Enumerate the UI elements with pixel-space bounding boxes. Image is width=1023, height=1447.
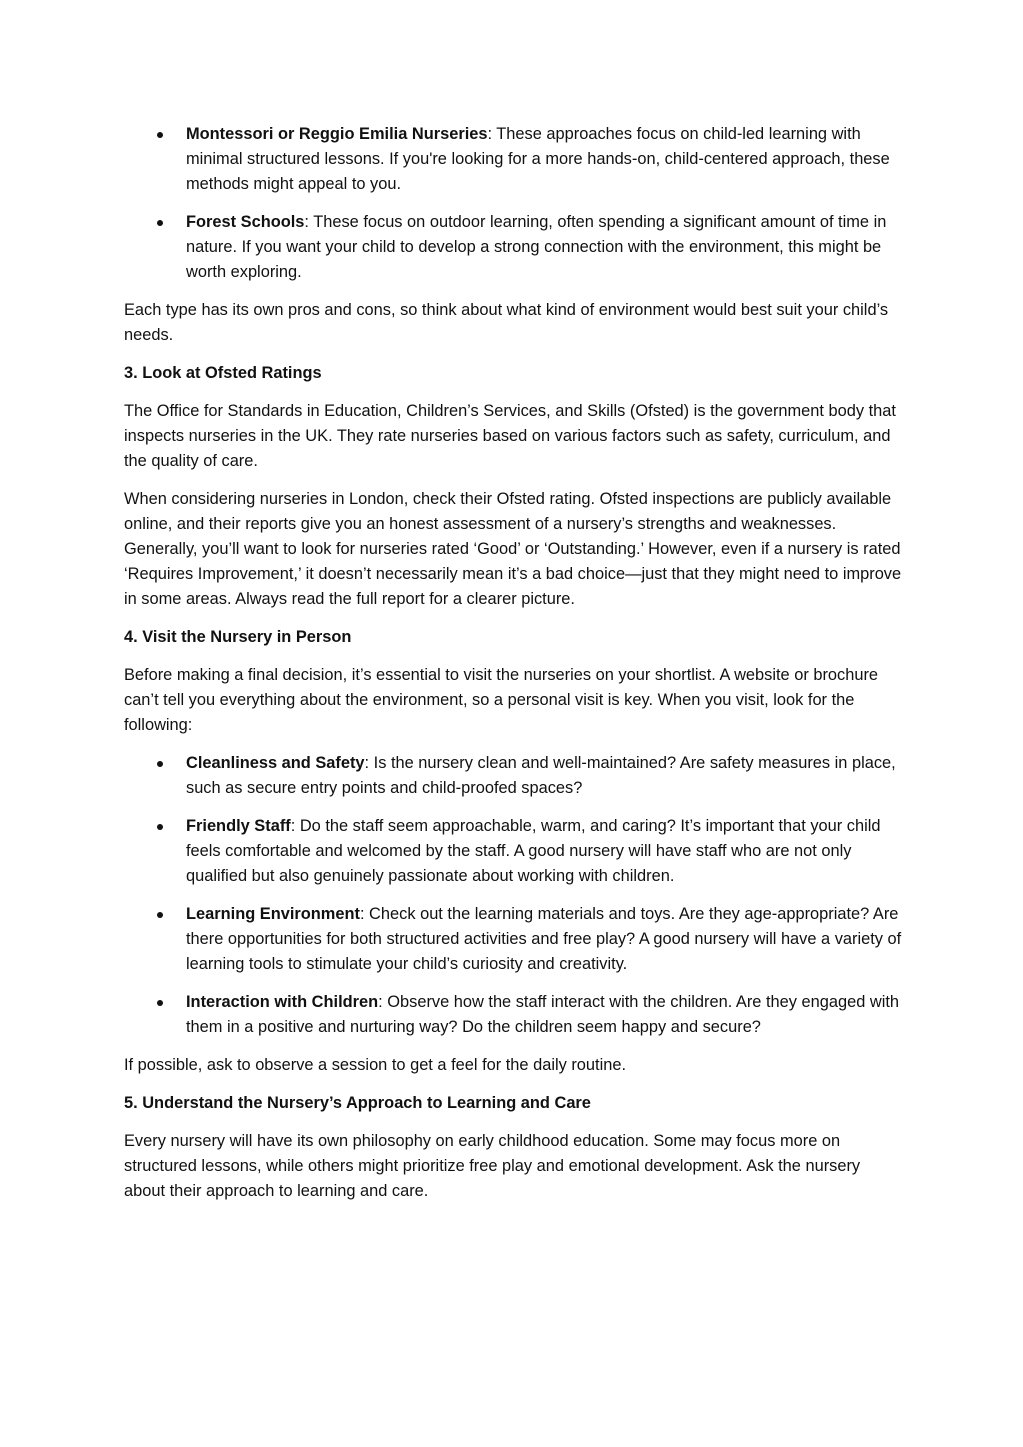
- list-item: [124, 751, 904, 801]
- section-5-heading: 5. Understand the Nursery’s Approach to Learning and Care: [124, 1094, 591, 1112]
- list-item: [124, 902, 904, 977]
- visit-checklist: [124, 751, 904, 1040]
- list-item: [124, 990, 904, 1040]
- list-item-term: Cleanliness and Safety: [186, 754, 365, 772]
- bullet-icon: [157, 912, 163, 918]
- bullet-icon: [157, 1000, 163, 1006]
- list-item-term: Montessori or Reggio Emilia Nurseries: [186, 125, 488, 143]
- list-item: [124, 122, 904, 197]
- list-item: [124, 814, 904, 889]
- section-4-heading: 4. Visit the Nursery in Person: [124, 628, 352, 646]
- list-item-text: : Observe how the staff interact with the children. Are they engaged with them in a positive and nurturing way? Do the children seem happy and secure?: [186, 993, 900, 1036]
- list-item-term: Learning Environment: [186, 905, 360, 923]
- section-5-paragraph-1: Every nursery will have its own philosophy on early childhood education. Some may focus more on structured lessons, while others might prioritize free play and emotional development. Ask the nursery about their approach to learning and care.: [124, 1132, 861, 1200]
- section-3-paragraph-1: The Office for Standards in Education, Children’s Services, and Skills (Ofsted) is the government body that inspects nurseries in the UK. They rate nurseries based on various factors such as safety, curriculum, and the quality of care.: [124, 402, 896, 470]
- list-item: [124, 210, 904, 285]
- section-3-paragraph-2: When considering nurseries in London, check their Ofsted rating. Ofsted inspections are publicly available online, and their reports give you an honest assessment of a nursery’s strengths and weaknesses. Generally, you’ll want to look for nurseries rated ‘Good’ or ‘Outstanding.’ However, even if a nursery is rated ‘Requires Improvement,’ it doesn’t necessarily mean it’s a bad choice—just that they might need to improve in some areas. Always read the full report for a clearer picture.: [124, 490, 902, 608]
- bullet-icon: [157, 220, 163, 226]
- section-3-heading: 3. Look at Ofsted Ratings: [124, 364, 322, 382]
- bullet-icon: [157, 824, 163, 830]
- list-item-text: : Is the nursery clean and well-maintained? Are safety measures in place, such as secure entry points and child-proofed spaces?: [186, 754, 896, 797]
- list-item-text: : Check out the learning materials and toys. Are they age-appropriate? Are there opportunities for both structured activities and free play? A good nursery will have a variety of learning tools to stimulate your child’s curiosity and creativity.: [186, 905, 902, 973]
- section-4-outro: If possible, ask to observe a session to get a feel for the daily routine.: [124, 1056, 627, 1074]
- document-page: [124, 122, 904, 1217]
- paragraph-types: Each type has its own pros and cons, so think about what kind of environment would best suit your child’s needs.: [124, 301, 889, 344]
- list-item-term: Forest Schools: [186, 213, 305, 231]
- bullet-icon: [157, 761, 163, 767]
- list-item-text: : These focus on outdoor learning, often spending a significant amount of time in nature. If you want your child to develop a strong connection with the environment, this might be worth exploring.: [186, 213, 887, 281]
- list-item-term: Friendly Staff: [186, 817, 291, 835]
- nursery-types-list: [124, 122, 904, 285]
- list-item-text: : Do the staff seem approachable, warm, and caring? It’s important that your child feels comfortable and welcomed by the staff. A good nursery will have staff who are not only qualified but also genuinely passionate about working with children.: [186, 817, 881, 885]
- list-item-term: Interaction with Children: [186, 993, 379, 1011]
- list-item-text: : These approaches focus on child-led learning with minimal structured lessons. If you're looking for a more hands-on, child-centered approach, these methods might appeal to you.: [186, 125, 890, 193]
- bullet-icon: [157, 132, 163, 138]
- section-4-intro: Before making a final decision, it’s essential to visit the nurseries on your shortlist. A website or brochure can’t tell you everything about the environment, so a personal visit is key. When you visit, look for the following:: [124, 666, 879, 734]
